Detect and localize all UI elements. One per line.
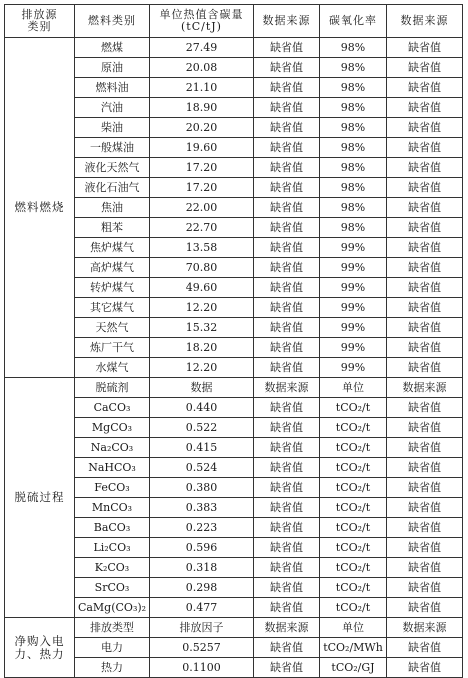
oxidation-rate: 99%: [320, 338, 387, 358]
oxidation-rate: 98%: [320, 158, 387, 178]
header-data-source-1: 数据来源: [254, 5, 320, 38]
data-source: 缺省值: [254, 38, 320, 58]
data-source: 缺省值: [254, 118, 320, 138]
oxidation-rate: 98%: [320, 198, 387, 218]
fuel-name: 燃煤: [75, 38, 150, 58]
fuel-name: 柴油: [75, 118, 150, 138]
fuel-name: 液化石油气: [75, 178, 150, 198]
data-source: 缺省值: [254, 198, 320, 218]
desulf-agent: BaCO₃: [75, 518, 150, 538]
desulf-value: 0.415: [150, 438, 254, 458]
oxidation-rate: 98%: [320, 58, 387, 78]
data-source: 缺省值: [387, 38, 463, 58]
data-source: 缺省值: [387, 638, 463, 658]
data-source: 缺省值: [387, 398, 463, 418]
data-source: 缺省值: [254, 58, 320, 78]
data-source: 缺省值: [254, 598, 320, 618]
data-source: 缺省值: [387, 498, 463, 518]
data-source: 缺省值: [254, 558, 320, 578]
data-source: 缺省值: [254, 458, 320, 478]
desulf-unit: tCO₂/t: [320, 518, 387, 538]
header-carbon-content: 单位热值含碳量 (tC/tJ): [150, 5, 254, 38]
category-purchased-power-heat: 净购入电 力、热力: [5, 618, 75, 678]
fuel-name: 其它煤气: [75, 298, 150, 318]
data-source: 缺省值: [387, 438, 463, 458]
data-source: 缺省值: [254, 638, 320, 658]
oxidation-rate: 99%: [320, 238, 387, 258]
desulf-value: 0.524: [150, 458, 254, 478]
fuel-name: 液化天然气: [75, 158, 150, 178]
data-source: 缺省值: [387, 518, 463, 538]
desulf-unit: tCO₂/t: [320, 418, 387, 438]
category-fuel-combustion: 燃料燃烧: [5, 38, 75, 378]
desulf-value: 0.318: [150, 558, 254, 578]
carbon-content-value: 22.00: [150, 198, 254, 218]
desulf-value: 0.383: [150, 498, 254, 518]
data-source: 缺省值: [387, 158, 463, 178]
fuel-name: 粗苯: [75, 218, 150, 238]
desulf-header-unit: 单位: [320, 378, 387, 398]
data-source: 缺省值: [254, 418, 320, 438]
desulf-value: 0.223: [150, 518, 254, 538]
data-source: 缺省值: [387, 418, 463, 438]
desulf-agent: Li₂CO₃: [75, 538, 150, 558]
data-source: 缺省值: [254, 518, 320, 538]
desulf-agent: FeCO₃: [75, 478, 150, 498]
desulf-agent: SrCO₃: [75, 578, 150, 598]
fuel-name: 天然气: [75, 318, 150, 338]
carbon-content-value: 13.58: [150, 238, 254, 258]
data-source: 缺省值: [254, 478, 320, 498]
data-source: 缺省值: [254, 318, 320, 338]
desulf-agent: MnCO₃: [75, 498, 150, 518]
data-source: 缺省值: [254, 258, 320, 278]
data-source: 缺省值: [387, 358, 463, 378]
carbon-content-value: 21.10: [150, 78, 254, 98]
data-source: 缺省值: [387, 478, 463, 498]
header-data-source-2: 数据来源: [387, 5, 463, 38]
data-source: 缺省值: [387, 558, 463, 578]
fuel-name: 水煤气: [75, 358, 150, 378]
desulf-value: 0.477: [150, 598, 254, 618]
data-source: 缺省值: [387, 118, 463, 138]
oxidation-rate: 99%: [320, 298, 387, 318]
data-source: 缺省值: [387, 138, 463, 158]
fuel-name: 转炉煤气: [75, 278, 150, 298]
desulf-agent: Na₂CO₃: [75, 438, 150, 458]
carbon-content-value: 20.20: [150, 118, 254, 138]
header-oxidation-rate: 碳氧化率: [320, 5, 387, 38]
data-source: 缺省值: [387, 538, 463, 558]
power-unit: tCO₂/GJ: [320, 658, 387, 678]
carbon-content-value: 49.60: [150, 278, 254, 298]
data-source: 缺省值: [254, 438, 320, 458]
data-source: 缺省值: [387, 258, 463, 278]
carbon-content-value: 15.32: [150, 318, 254, 338]
power-header-source-2: 数据来源: [387, 618, 463, 638]
data-source: 缺省值: [387, 458, 463, 478]
data-source: 缺省值: [254, 218, 320, 238]
fuel-name: 炼厂干气: [75, 338, 150, 358]
desulf-header-source-2: 数据来源: [387, 378, 463, 398]
data-source: 缺省值: [254, 398, 320, 418]
carbon-content-value: 70.80: [150, 258, 254, 278]
oxidation-rate: 98%: [320, 178, 387, 198]
data-source: 缺省值: [387, 278, 463, 298]
header-fuel-type: 燃料类别: [75, 5, 150, 38]
desulf-value: 0.440: [150, 398, 254, 418]
data-source: 缺省值: [387, 578, 463, 598]
data-source: 缺省值: [254, 98, 320, 118]
desulf-header-row: [5, 378, 463, 398]
desulf-unit: tCO₂/t: [320, 478, 387, 498]
oxidation-rate: 98%: [320, 38, 387, 58]
oxidation-rate: 98%: [320, 78, 387, 98]
oxidation-rate: 99%: [320, 258, 387, 278]
carbon-content-value: 17.20: [150, 158, 254, 178]
data-source: 缺省值: [254, 658, 320, 678]
oxidation-rate: 98%: [320, 118, 387, 138]
data-source: 缺省值: [254, 338, 320, 358]
category-desulfurization: 脱硫过程: [5, 378, 75, 618]
carbon-content-value: 22.70: [150, 218, 254, 238]
desulf-agent: K₂CO₃: [75, 558, 150, 578]
data-source: 缺省值: [387, 318, 463, 338]
data-source: 缺省值: [254, 298, 320, 318]
data-source: 缺省值: [254, 158, 320, 178]
data-source: 缺省值: [254, 238, 320, 258]
fuel-name: 汽油: [75, 98, 150, 118]
data-source: 缺省值: [387, 58, 463, 78]
desulf-agent: NaHCO₃: [75, 458, 150, 478]
desulf-agent: CaMg(CO₃)₂: [75, 598, 150, 618]
data-source: 缺省值: [254, 538, 320, 558]
carbon-content-value: 12.20: [150, 358, 254, 378]
data-source: 缺省值: [387, 598, 463, 618]
power-unit: tCO₂/MWh: [320, 638, 387, 658]
oxidation-rate: 99%: [320, 358, 387, 378]
desulf-value: 0.380: [150, 478, 254, 498]
data-source: 缺省值: [387, 78, 463, 98]
carbon-content-value: 27.49: [150, 38, 254, 58]
data-source: 缺省值: [254, 178, 320, 198]
oxidation-rate: 98%: [320, 218, 387, 238]
desulf-unit: tCO₂/t: [320, 498, 387, 518]
desulf-unit: tCO₂/t: [320, 538, 387, 558]
data-source: 缺省值: [387, 338, 463, 358]
carbon-content-value: 17.20: [150, 178, 254, 198]
data-source: 缺省值: [387, 298, 463, 318]
power-header-unit: 单位: [320, 618, 387, 638]
emission-factor-table: [4, 4, 463, 678]
data-source: 缺省值: [254, 78, 320, 98]
fuel-name: 原油: [75, 58, 150, 78]
power-factor: 0.5257: [150, 638, 254, 658]
desulf-unit: tCO₂/t: [320, 458, 387, 478]
data-source: 缺省值: [254, 138, 320, 158]
data-source: 缺省值: [387, 658, 463, 678]
fuel-row: [5, 38, 463, 58]
fuel-name: 一般煤油: [75, 138, 150, 158]
fuel-name: 焦油: [75, 198, 150, 218]
carbon-content-value: 20.08: [150, 58, 254, 78]
fuel-name: 燃料油: [75, 78, 150, 98]
data-source: 缺省值: [387, 198, 463, 218]
fuel-name: 高炉煤气: [75, 258, 150, 278]
data-source: 缺省值: [254, 358, 320, 378]
desulf-agent: MgCO₃: [75, 418, 150, 438]
power-header-source: 数据来源: [254, 618, 320, 638]
desulf-unit: tCO₂/t: [320, 438, 387, 458]
power-header-type: 排放类型: [75, 618, 150, 638]
data-source: 缺省值: [254, 498, 320, 518]
power-header-factor: 排放因子: [150, 618, 254, 638]
desulf-unit: tCO₂/t: [320, 398, 387, 418]
carbon-content-value: 12.20: [150, 298, 254, 318]
desulf-value: 0.298: [150, 578, 254, 598]
power-type: 热力: [75, 658, 150, 678]
desulf-value: 0.522: [150, 418, 254, 438]
fuel-name: 焦炉煤气: [75, 238, 150, 258]
desulf-header-data: 数据: [150, 378, 254, 398]
header-row: [5, 5, 463, 38]
desulf-unit: tCO₂/t: [320, 558, 387, 578]
oxidation-rate: 99%: [320, 318, 387, 338]
carbon-content-value: 19.60: [150, 138, 254, 158]
oxidation-rate: 99%: [320, 278, 387, 298]
desulf-value: 0.596: [150, 538, 254, 558]
desulf-unit: tCO₂/t: [320, 578, 387, 598]
data-source: 缺省值: [387, 218, 463, 238]
power-factor: 0.1100: [150, 658, 254, 678]
data-source: 缺省值: [387, 178, 463, 198]
power-type: 电力: [75, 638, 150, 658]
carbon-content-value: 18.90: [150, 98, 254, 118]
data-source: 缺省值: [387, 238, 463, 258]
desulf-unit: tCO₂/t: [320, 598, 387, 618]
desulf-header-source: 数据来源: [254, 378, 320, 398]
carbon-content-value: 18.20: [150, 338, 254, 358]
desulf-agent: CaCO₃: [75, 398, 150, 418]
oxidation-rate: 98%: [320, 138, 387, 158]
desulf-header-agent: 脱硫剂: [75, 378, 150, 398]
header-source-category: 排放源 类别: [5, 5, 75, 38]
data-source: 缺省值: [254, 578, 320, 598]
data-source: 缺省值: [254, 278, 320, 298]
oxidation-rate: 98%: [320, 98, 387, 118]
data-source: 缺省值: [387, 98, 463, 118]
